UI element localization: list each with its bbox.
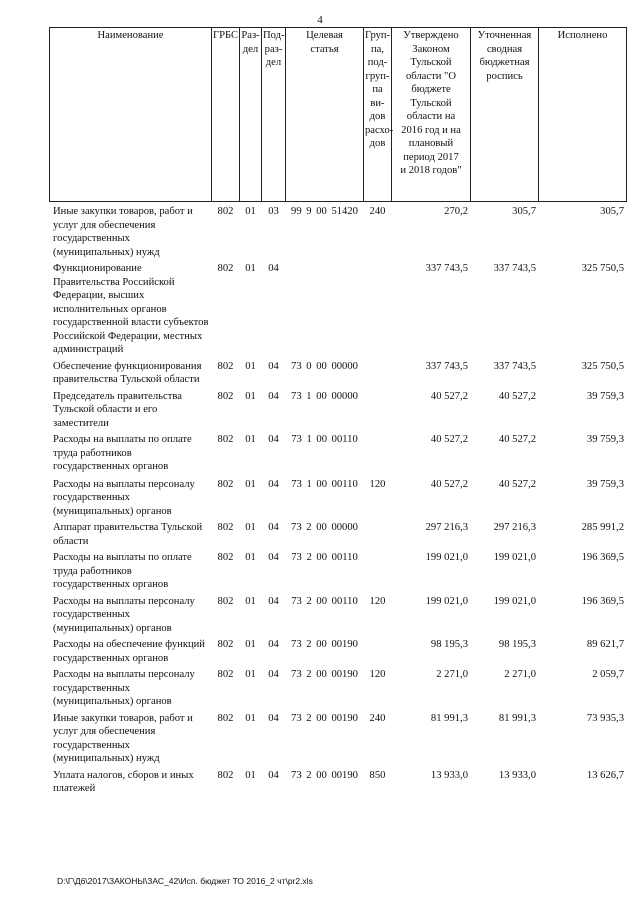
cell-grbs: 802: [217, 522, 234, 533]
page-number: 4: [317, 14, 323, 26]
table-row: [50, 551, 627, 595]
cell-approved: 2 271,0: [436, 669, 468, 680]
budget-table: [49, 27, 627, 799]
cell-razdel: 01: [245, 712, 256, 724]
cell-target-article: 73 2 00 00110: [291, 552, 358, 563]
cell-target-article: 73 2 00 00190: [291, 669, 358, 680]
cell-target-article: 73 2 00 00190: [291, 769, 358, 781]
cell-razdel: 01: [245, 552, 256, 563]
cell-podrazdel: 04: [268, 769, 279, 781]
cell-podrazdel: 04: [268, 669, 279, 680]
cell-target-article: [286, 262, 364, 360]
cell-razdel: 01: [245, 478, 256, 490]
cell-grbs: 802: [217, 712, 234, 724]
cell-expense-group: 850: [369, 769, 386, 781]
cell-approved: 13 933,0: [430, 769, 468, 781]
cell-target-article: 73 2 00 00190: [291, 712, 358, 724]
cell-executed: 196 369,5: [581, 595, 624, 607]
cell-podrazdel: 04: [268, 639, 279, 650]
cell-executed: 325 750,5: [581, 360, 624, 372]
cell-executed: 325 750,5: [581, 263, 624, 274]
cell-approved: 297 216,3: [425, 522, 468, 533]
cell-podrazdel: 04: [268, 263, 279, 274]
cell-razdel: 01: [245, 206, 256, 217]
cell-target-article: 73 2 00 00000: [291, 522, 358, 533]
cell-refined: 337 743,5: [493, 360, 536, 372]
cell-executed: 13 626,7: [586, 769, 624, 781]
cell-podrazdel: 03: [268, 206, 279, 217]
cell-expense-group: 240: [369, 206, 386, 217]
cell-name: Аппарат правительства Тульской области: [53, 522, 203, 547]
cell-executed: 196 369,5: [581, 552, 624, 563]
cell-refined: 337 743,5: [493, 263, 536, 274]
header-podrazdel: Под- раз- дел: [262, 28, 286, 202]
cell-executed: 285 991,2: [581, 522, 624, 533]
header-name: Наименование: [50, 28, 212, 202]
cell-approved: 81 991,3: [430, 712, 468, 724]
cell-razdel: 01: [245, 360, 256, 372]
cell-target-article: 73 2 00 00110: [291, 595, 358, 607]
header-target-article: Целевая статья: [286, 28, 364, 202]
header-razdel: Раз- дел: [240, 28, 262, 202]
cell-approved: 337 743,5: [425, 263, 468, 274]
cell-grbs: 802: [217, 639, 234, 650]
cell-approved: 270,2: [444, 206, 468, 217]
table-row: [50, 360, 627, 390]
cell-razdel: 01: [245, 522, 256, 533]
table-body: [50, 202, 627, 799]
cell-expense-group: [364, 638, 392, 668]
cell-grbs: 802: [217, 669, 234, 680]
table-row: [50, 595, 627, 639]
table-row: [50, 390, 627, 434]
cell-grbs: 802: [217, 552, 234, 563]
cell-grbs: 802: [217, 360, 234, 372]
cell-expense-group: [364, 433, 392, 478]
cell-executed: 73 935,3: [586, 712, 624, 724]
header-row: [50, 28, 627, 202]
cell-grbs: 802: [217, 434, 234, 445]
cell-approved: 40 527,2: [430, 390, 468, 402]
cell-executed: 39 759,3: [586, 390, 624, 402]
cell-grbs: 802: [217, 263, 234, 274]
cell-expense-group: 120: [369, 669, 386, 680]
cell-approved: 98 195,3: [430, 639, 468, 650]
cell-expense-group: [364, 521, 392, 551]
cell-grbs: 802: [217, 206, 234, 217]
cell-name: Обеспечение функционирования правительства Тульской области: [53, 360, 202, 385]
table-row: [50, 668, 627, 712]
cell-target-article: 73 1 00 00110: [291, 478, 358, 490]
file-path-footer: D:\Г\Д6\2017\ЗАКОНЫ\ЗАС_42\Исп. бюджет ТО 2016_2 чт\pr2.xls: [57, 876, 313, 886]
cell-target-article: 73 1 00 00000: [291, 390, 358, 402]
cell-executed: 39 759,3: [586, 478, 624, 490]
cell-target-article: 73 1 00 00110: [291, 434, 358, 445]
cell-grbs: 802: [217, 390, 234, 402]
table-row: [50, 521, 627, 551]
cell-refined: 40 527,2: [498, 434, 536, 445]
header-approved: Утверждено Законом Тульской области "О бюджете Тульской области на 2016 год и на плановый период 2017 и 2018 годов": [392, 28, 471, 202]
table-row: [50, 712, 627, 769]
cell-refined: 199 021,0: [493, 552, 536, 563]
table-row: [50, 769, 627, 799]
cell-executed: 2 059,7: [592, 669, 624, 680]
cell-name: Расходы на выплаты по оплате труда работников государственных органов: [53, 434, 192, 472]
cell-name: Иные закупки товаров, работ и услуг для обеспечения государственных (муниципальных) нужд: [53, 206, 193, 258]
cell-razdel: 01: [245, 434, 256, 445]
cell-executed: 89 621,7: [586, 639, 624, 650]
cell-approved: 199 021,0: [425, 552, 468, 563]
cell-refined: 2 271,0: [504, 669, 536, 680]
cell-target-article: 73 2 00 00190: [291, 639, 358, 650]
cell-refined: 98 195,3: [498, 639, 536, 650]
cell-refined: 305,7: [512, 206, 536, 217]
header-grbs: ГРБС: [212, 28, 240, 202]
cell-executed: 39 759,3: [586, 434, 624, 445]
cell-approved: 40 527,2: [430, 478, 468, 490]
cell-approved: 199 021,0: [425, 595, 468, 607]
cell-podrazdel: 04: [268, 390, 279, 402]
cell-expense-group: 240: [369, 712, 386, 724]
cell-name: Расходы на выплаты по оплате труда работников государственных органов: [53, 552, 192, 590]
cell-podrazdel: 04: [268, 434, 279, 445]
cell-podrazdel: 04: [268, 552, 279, 563]
cell-grbs: 802: [217, 769, 234, 781]
cell-name: Иные закупки товаров, работ и услуг для обеспечения государственных (муниципальных) нужд: [53, 712, 193, 764]
cell-expense-group: [364, 390, 392, 434]
cell-podrazdel: 04: [268, 712, 279, 724]
cell-podrazdel: 04: [268, 595, 279, 607]
cell-podrazdel: 04: [268, 478, 279, 490]
table-row: [50, 478, 627, 522]
cell-refined: 40 527,2: [498, 478, 536, 490]
cell-grbs: 802: [217, 595, 234, 607]
cell-refined: 13 933,0: [498, 769, 536, 781]
header-refined: Уточненная сводная бюджетная роспись: [471, 28, 539, 202]
cell-expense-group: [364, 262, 392, 360]
cell-name: Расходы на выплаты персоналу государственных (муниципальных) органов: [53, 669, 195, 707]
cell-refined: 81 991,3: [498, 712, 536, 724]
cell-refined: 199 021,0: [493, 595, 536, 607]
header-executed: Исполнено: [539, 28, 627, 202]
cell-approved: 337 743,5: [425, 360, 468, 372]
cell-name: Функционирование Правительства Российской Федерации, высших исполнительных органов государственной власти субъектов Российской Федерации, местных администраций: [53, 263, 209, 355]
table-row: [50, 202, 627, 263]
cell-target-article: 99 9 00 51420: [291, 206, 358, 217]
cell-expense-group: [364, 551, 392, 595]
cell-name: Уплата налогов, сборов и иных платежей: [53, 769, 194, 794]
cell-podrazdel: 04: [268, 522, 279, 533]
table-row: [50, 262, 627, 360]
table-row: [50, 638, 627, 668]
cell-razdel: 01: [245, 769, 256, 781]
cell-razdel: 01: [245, 263, 256, 274]
cell-grbs: 802: [217, 478, 234, 490]
header-expense-group: Груп- па, под- груп- па ви- дов расхо- дов: [364, 28, 392, 202]
cell-name: Председатель правительства Тульской области и его заместители: [53, 390, 182, 429]
cell-approved: 40 527,2: [430, 434, 468, 445]
cell-expense-group: [364, 360, 392, 390]
cell-razdel: 01: [245, 595, 256, 607]
cell-expense-group: 120: [369, 595, 386, 607]
cell-expense-group: 120: [369, 478, 386, 490]
cell-podrazdel: 04: [268, 360, 279, 372]
cell-name: Расходы на обеспечение функций государственных органов: [53, 639, 205, 664]
cell-razdel: 01: [245, 390, 256, 402]
cell-refined: 40 527,2: [498, 390, 536, 402]
cell-name: Расходы на выплаты персоналу государственных (муниципальных) органов: [53, 478, 195, 517]
cell-razdel: 01: [245, 669, 256, 680]
cell-refined: 297 216,3: [493, 522, 536, 533]
cell-executed: 305,7: [600, 206, 624, 217]
table-row: [50, 433, 627, 478]
cell-name: Расходы на выплаты персоналу государственных (муниципальных) органов: [53, 595, 195, 634]
cell-target-article: 73 0 00 00000: [291, 360, 358, 372]
cell-razdel: 01: [245, 639, 256, 650]
